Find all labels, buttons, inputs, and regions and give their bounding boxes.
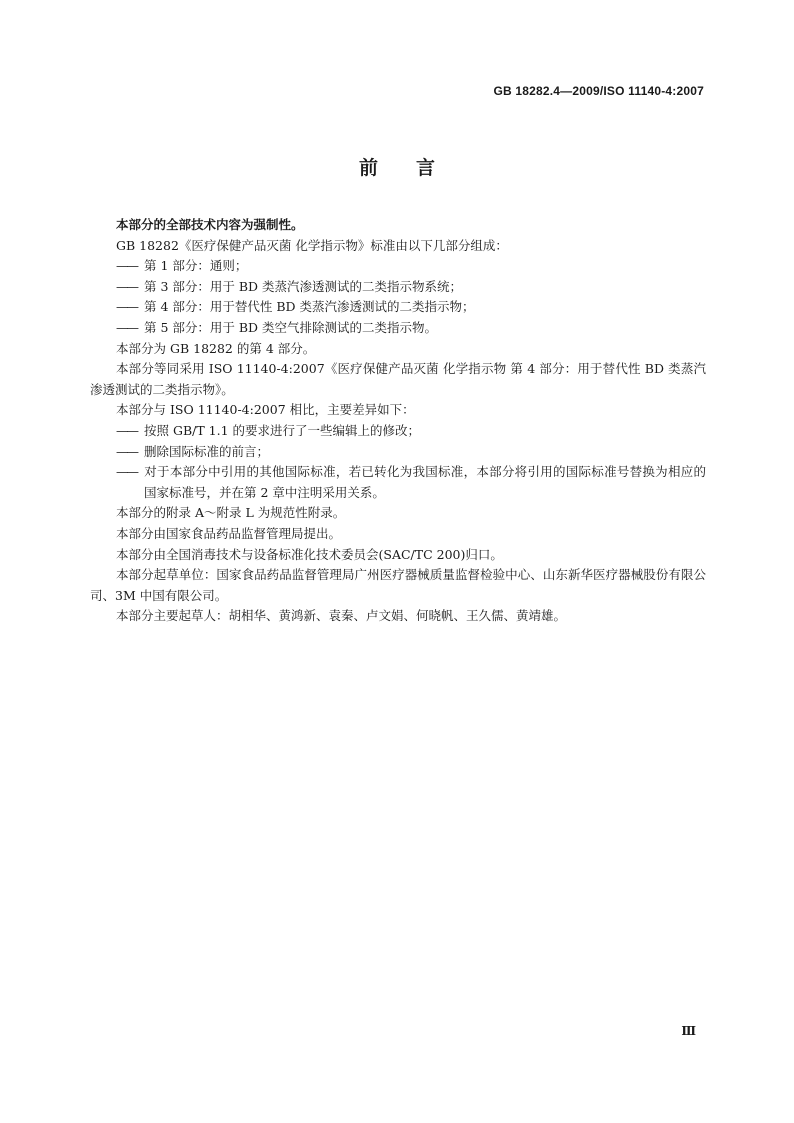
list-item-text: 第 3 部分：用于 BD 类蒸汽渗透测试的二类指示物系统； (144, 278, 463, 294)
dash-mark: —— (116, 258, 137, 274)
list-item (90, 297, 706, 318)
paragraph-drafters: 本部分主要起草人：胡相华、黄鸿新、袁秦、卢文娟、何晓帆、王久儒、黄靖雄。 (116, 608, 567, 624)
standard-code: GB 18282.4—2009/ISO 11140-4:2007 (493, 84, 704, 98)
list-item (90, 256, 706, 277)
paragraph-part-number: 本部分为 GB 18282 的第 4 部分。 (116, 340, 316, 356)
foreword-body (90, 215, 706, 627)
list-item-text: 第 5 部分：用于 BD 类空气排除测试的二类指示物。 (144, 319, 438, 335)
paragraph-adoption: 本部分等同采用 ISO 11140-4:2007《医疗保健产品灭菌 化学指示物 第 4 部分：用于替代性 BD 类蒸汽渗透测试的二类指示物》。 (90, 361, 706, 397)
paragraph-under-jurisdiction: 本部分由全国消毒技术与设备标准化技术委员会(SAC/TC 200)归口。 (116, 546, 503, 562)
list-item-text: 删除国际标准的前言； (144, 443, 270, 459)
page-number: Ⅲ (681, 1024, 696, 1038)
list-item-text: 第 4 部分：用于替代性 BD 类蒸汽渗透测试的二类指示物； (144, 299, 475, 315)
dash-mark: —— (116, 443, 137, 459)
paragraph-proposed-by: 本部分由国家食品药品监督管理局提出。 (116, 525, 342, 541)
paragraph-parts-intro: GB 18282《医疗保健产品灭菌 化学指示物》标准由以下几部分组成： (116, 237, 508, 253)
page-title: 前言 (358, 157, 473, 179)
paragraph-annexes: 本部分的附录 A～附录 L 为规范性附录。 (116, 505, 346, 521)
dash-mark: —— (116, 278, 137, 294)
list-item-text: 第 1 部分：通则； (144, 258, 248, 274)
list-item (90, 277, 706, 298)
list-item (90, 462, 706, 503)
list-item (90, 442, 706, 463)
dash-mark: —— (116, 422, 137, 438)
list-item (90, 318, 706, 339)
list-item-text: 按照 GB/T 1.1 的要求进行了一些编辑上的修改； (144, 422, 421, 438)
dash-mark: —— (116, 299, 137, 315)
paragraph-differences-intro: 本部分与 ISO 11140-4:2007 相比，主要差异如下： (116, 402, 415, 418)
dash-mark: —— (116, 464, 137, 480)
paragraph-drafting-units: 本部分起草单位：国家食品药品监督管理局广州医疗器械质量监督检验中心、山东新华医疗器械股份有限公司、3M 中国有限公司。 (90, 567, 706, 603)
list-item-text: 对于本部分中引用的其他国际标准，若已转化为我国标准，本部分将引用的国际标准号替换为相应的国家标准号，并在第 2 章中注明采用关系。 (144, 464, 706, 500)
paragraph-mandatory: 本部分的全部技术内容为强制性。 (116, 217, 304, 232)
list-item (90, 421, 706, 442)
dash-mark: —— (116, 319, 137, 335)
